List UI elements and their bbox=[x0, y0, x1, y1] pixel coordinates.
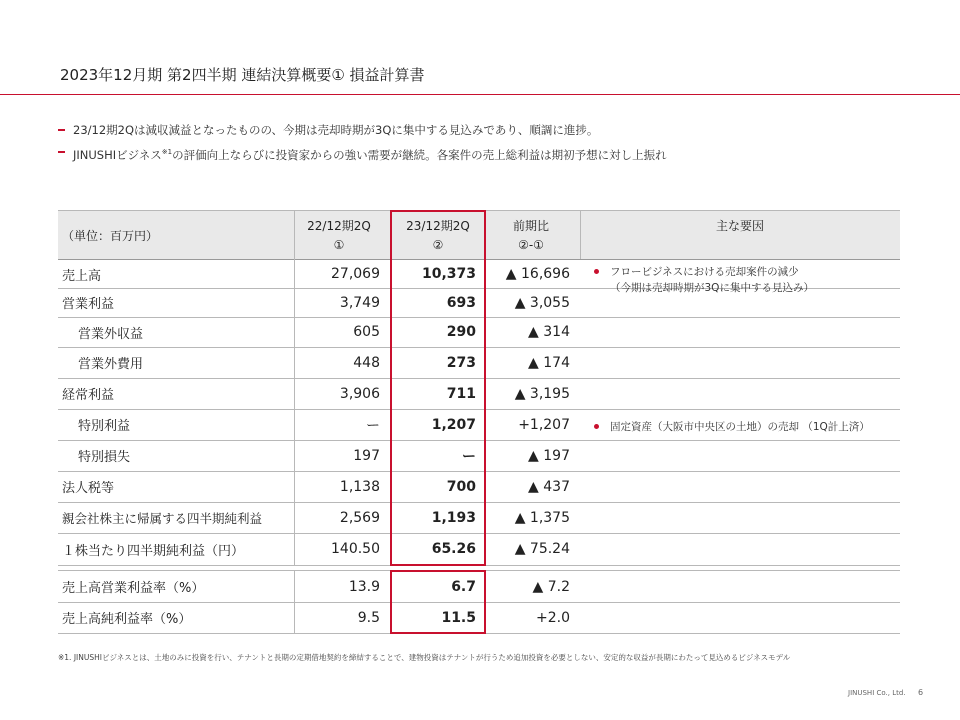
value-diff: ▲ 174 bbox=[528, 354, 570, 371]
value-diff: ▲ 16,696 bbox=[505, 266, 570, 282]
row-label: 親会社株主に帰属する四半期純利益 bbox=[62, 510, 263, 526]
reason-bullet-icon bbox=[594, 424, 599, 429]
row-label: 特別損失 bbox=[78, 450, 131, 465]
value-diff: ▲ 75.24 bbox=[514, 541, 570, 557]
current-period-highlight bbox=[390, 210, 486, 566]
row-label: 経常利益 bbox=[62, 388, 115, 403]
value-current: 711 bbox=[446, 385, 476, 402]
value-prev: 448 bbox=[353, 354, 380, 371]
value-current: 1,207 bbox=[431, 416, 476, 433]
col-header-prev: 22/12期2Q ① bbox=[307, 219, 371, 252]
value-prev: 2,569 bbox=[339, 509, 380, 526]
value-current: ー bbox=[462, 448, 476, 465]
row-label: 売上高 bbox=[62, 268, 102, 284]
value-diff: ▲ 7.2 bbox=[532, 578, 570, 595]
row-label: 特別利益 bbox=[78, 419, 131, 434]
row-label: 売上高純利益率（%） bbox=[62, 612, 192, 627]
page-number: 6 bbox=[918, 688, 924, 697]
value-current: 65.26 bbox=[431, 541, 476, 557]
value-diff: ▲ 3,055 bbox=[514, 294, 570, 311]
value-prev: 140.50 bbox=[331, 541, 380, 557]
value-prev: 3,906 bbox=[339, 385, 380, 402]
reason-bullet-icon bbox=[594, 269, 599, 274]
value-current: 290 bbox=[446, 324, 476, 340]
value-current: 273 bbox=[446, 354, 476, 371]
value-diff: ▲ 3,195 bbox=[514, 385, 570, 402]
value-diff: ▲ 314 bbox=[528, 324, 570, 340]
footnote-ref: ※1 bbox=[161, 148, 173, 156]
col-header-current: 23/12期2Q ② bbox=[406, 219, 470, 252]
row-label: １株当たり四半期純利益（円） bbox=[62, 543, 245, 559]
reason-item: 固定資産（大阪市中央区の土地）の売却 （1Q計上済） bbox=[594, 419, 870, 435]
value-current: 11.5 bbox=[441, 609, 476, 626]
value-prev: 605 bbox=[353, 324, 380, 340]
row-label: 法人税等 bbox=[62, 481, 115, 496]
title-divider bbox=[0, 94, 960, 95]
value-current: 693 bbox=[446, 294, 476, 311]
summary-bullets bbox=[58, 122, 667, 166]
summary-bullet-post: の評価向上ならびに投資家からの強い需要が継続。各案件の売上総利益は期初予想に対し上振れ bbox=[172, 148, 667, 162]
value-diff: +2.0 bbox=[536, 609, 570, 626]
summary-bullet-2 bbox=[58, 144, 667, 166]
value-diff: ▲ 1,375 bbox=[514, 509, 570, 526]
footnote: ※1. JINUSHIビジネスとは、土地のみに投資を行い、テナントと長期の定期借地契約を締結することで、建物投資はテナントが行うため追加投資を必要としない、安定的な収益が長期にわたって見込めるビジネスモデル bbox=[58, 653, 791, 662]
value-diff: ▲ 197 bbox=[528, 447, 570, 464]
unit-label: （単位：百万円） bbox=[62, 229, 159, 243]
value-current: 700 bbox=[446, 478, 476, 495]
bullet-dash bbox=[58, 129, 65, 131]
value-prev: 3,749 bbox=[339, 294, 380, 311]
summary-bullet-1 bbox=[58, 122, 667, 144]
value-prev: ー bbox=[366, 417, 380, 434]
page-title: 2023年12月期 第2四半期 連結決算概要① 損益計算書 bbox=[60, 66, 425, 84]
bullet-dash bbox=[58, 151, 65, 153]
row-label: 営業利益 bbox=[62, 297, 115, 312]
row-label: 営業外費用 bbox=[78, 357, 144, 372]
value-current: 10,373 bbox=[421, 266, 476, 282]
current-ratio-highlight bbox=[390, 570, 486, 634]
reason-item: フロービジネスにおける売却案件の減少 （今期は売却時期が3Qに集中する見込み） bbox=[594, 264, 814, 296]
col-header-diff: 前期比 ②-① bbox=[512, 219, 549, 252]
col-header-reason: 主な要因 bbox=[715, 219, 764, 233]
value-current: 1,193 bbox=[431, 509, 476, 526]
summary-bullet-text: 23/12期2Qは減収減益となったものの、今期は売却時期が3Qに集中する見込みであり、順調に進捗。 bbox=[73, 123, 599, 137]
value-prev: 9.5 bbox=[357, 609, 380, 626]
row-label: 営業外収益 bbox=[78, 326, 144, 342]
value-prev: 197 bbox=[353, 447, 380, 464]
value-prev: 1,138 bbox=[339, 478, 380, 495]
value-diff: +1,207 bbox=[518, 416, 570, 433]
row-label: 売上高営業利益率（%） bbox=[62, 581, 205, 596]
value-diff: ▲ 437 bbox=[528, 478, 570, 495]
company-name: JINUSHI Co., Ltd. bbox=[848, 689, 906, 697]
value-prev: 13.9 bbox=[348, 578, 380, 595]
summary-bullet-pre: JINUSHIビジネス bbox=[73, 148, 162, 162]
value-current: 6.7 bbox=[451, 578, 476, 595]
value-prev: 27,069 bbox=[331, 266, 380, 282]
